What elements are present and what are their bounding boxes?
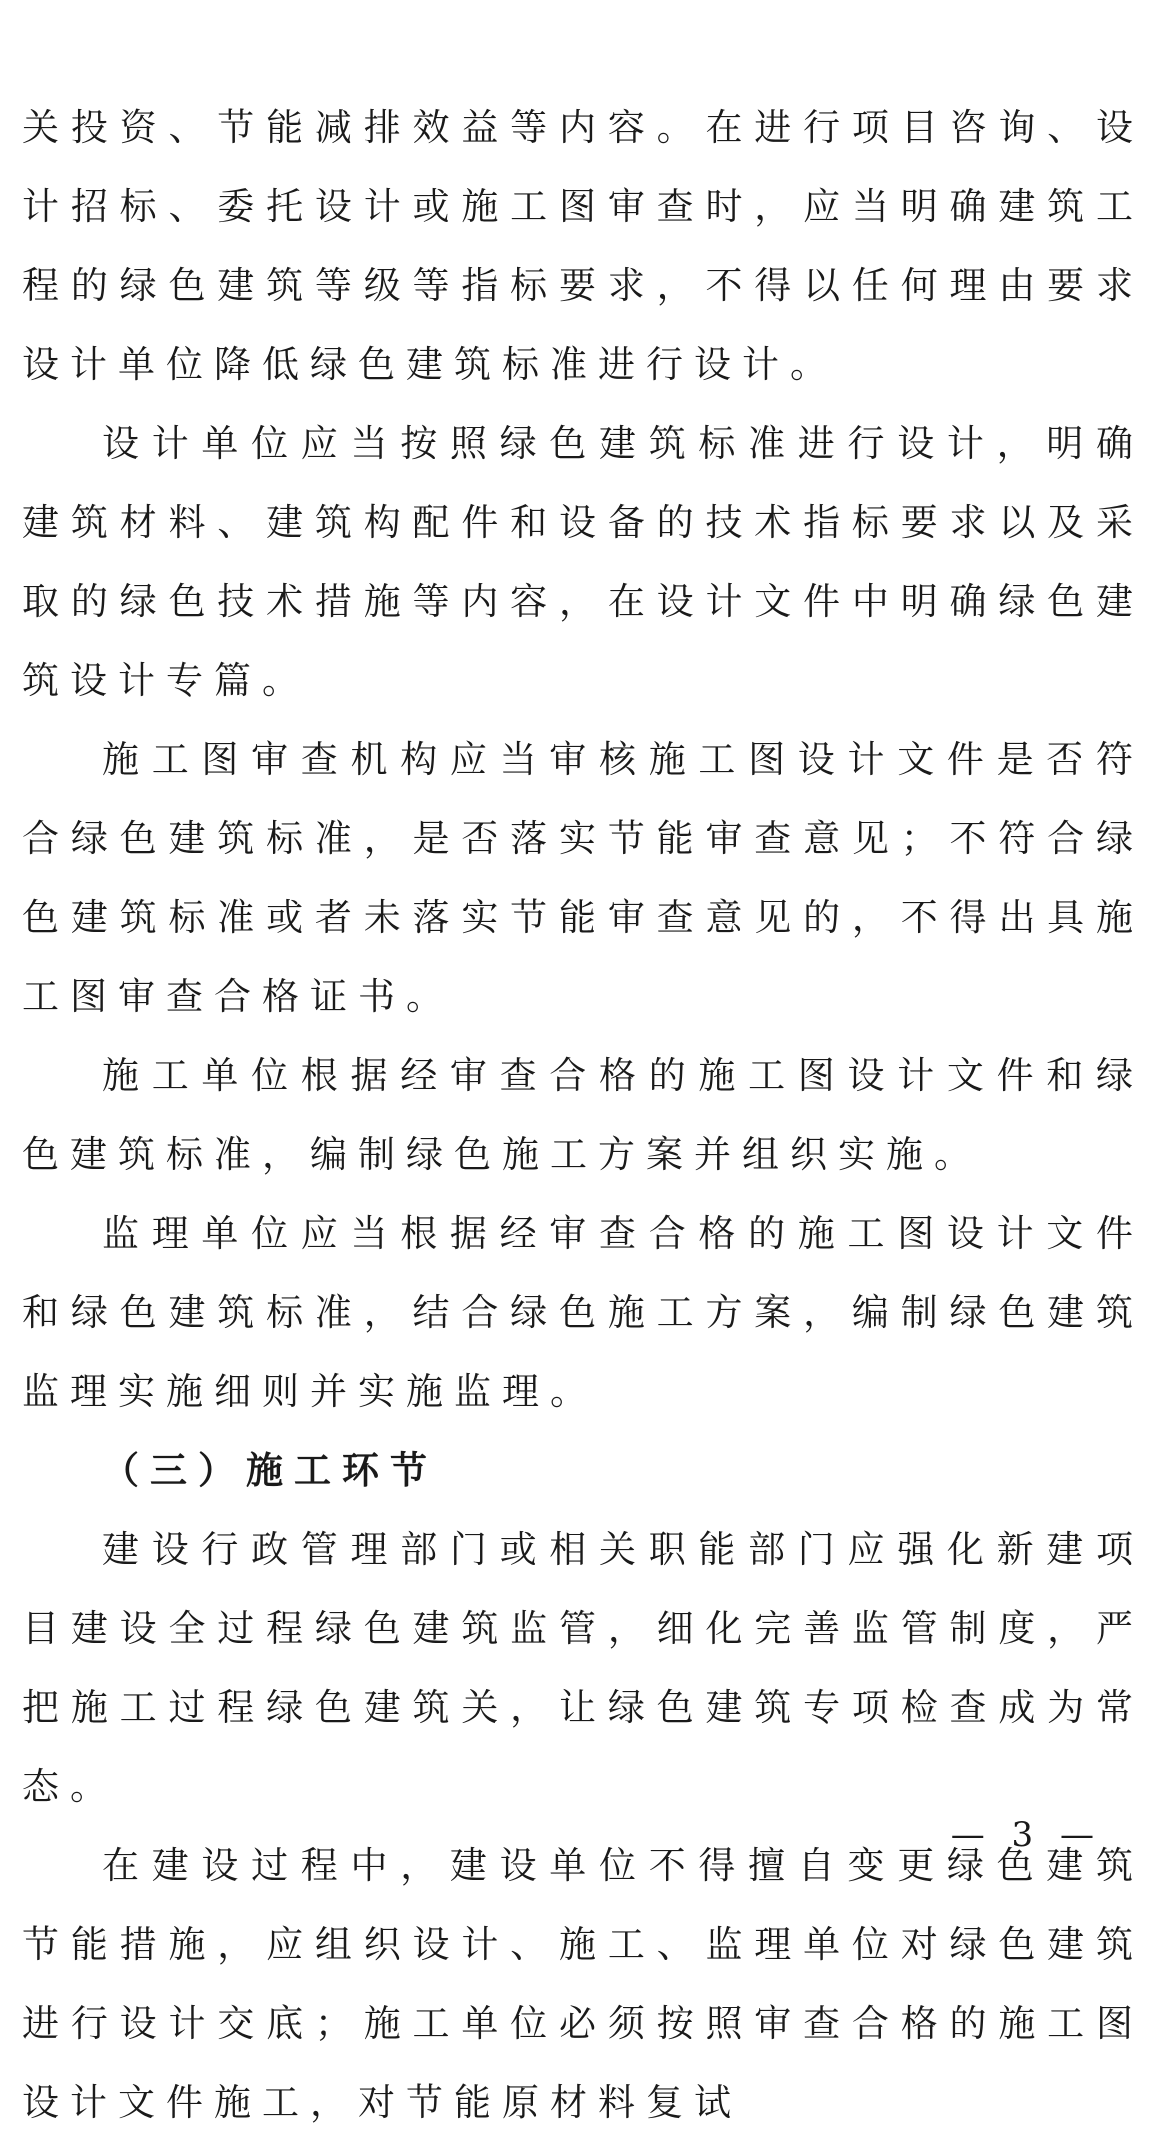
paragraph-continued: 关投资、节能减排效益等内容。在进行项目咨询、设计招标、委托设计或施工图审查时，应当明确建筑工程的绿色建筑等级等指标要求，不得以任何理由要求设计单位降低绿色建筑标准进行设计。 bbox=[22, 106, 1144, 386]
paragraph-supervision-unit: 监理单位应当根据经审查合格的施工图设计文件和绿色建筑标准，结合绿色施工方案，编制绿色建筑监理实施细则并实施监理。 bbox=[22, 1212, 1144, 1413]
paragraph-design-unit: 设计单位应当按照绿色建筑标准进行设计，明确建筑材料、建筑构配件和设备的技术指标要求以及采取的绿色技术措施等内容，在设计文件中明确绿色建筑设计专篇。 bbox=[22, 422, 1144, 702]
paragraph-drawing-review: 施工图审查机构应当审核施工图设计文件是否符合绿色建筑标准，是否落实节能审查意见；不符合绿色建筑标准或者未落实节能审查意见的，不得出具施工图审查合格证书。 bbox=[22, 738, 1144, 1018]
section-heading: （三）施工环节 bbox=[102, 1449, 438, 1492]
page-number: — 3 — bbox=[950, 1815, 1102, 1855]
paragraph-construction-unit: 施工单位根据经审查合格的施工图设计文件和绿色建筑标准，编制绿色施工方案并组织实施。 bbox=[22, 1054, 1144, 1176]
paragraph-supervision-admin: 建设行政管理部门或相关职能部门应强化新建项目建设全过程绿色建筑监管，细化完善监管制度，严把施工过程绿色建筑关，让绿色建筑专项检查成为常态。 bbox=[22, 1528, 1144, 1808]
paragraph-construction-process: 在建设过程中，建设单位不得擅自变更绿色建筑节能措施，应组织设计、施工、监理单位对绿色建筑进行设计交底；施工单位必须按照审查合格的施工图设计文件施工，对节能原材料复试 bbox=[22, 1844, 1144, 2124]
